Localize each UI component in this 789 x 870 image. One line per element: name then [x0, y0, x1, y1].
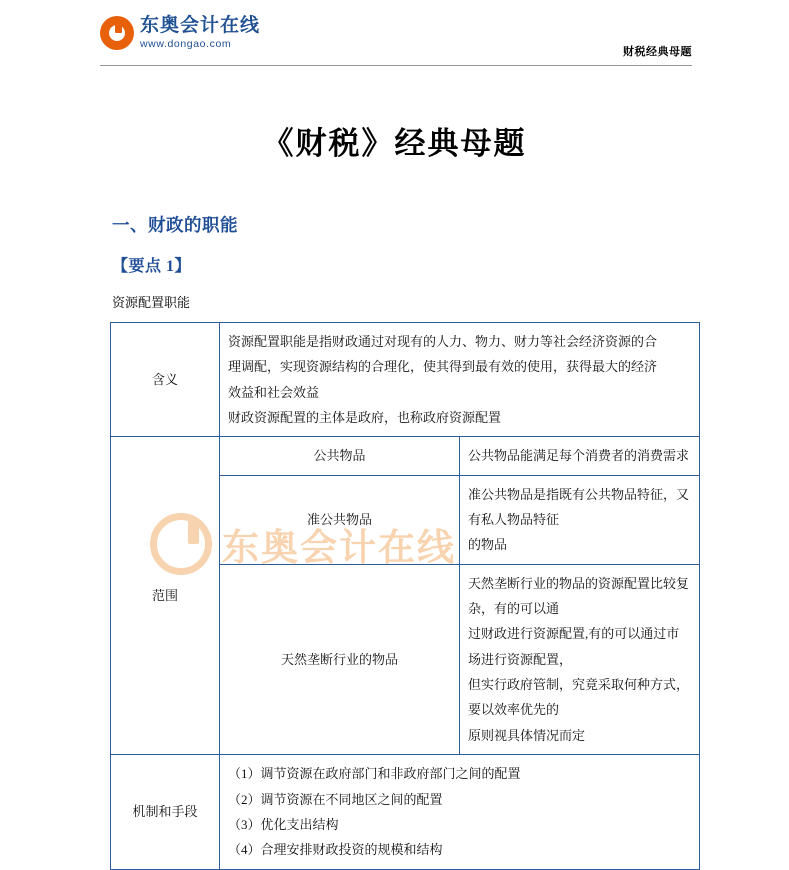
table-row	[111, 437, 700, 475]
page-title: 《财税》经典母题	[262, 126, 527, 161]
row-label-mechanism: 机制和手段	[111, 755, 220, 869]
text-line: （1）调节资源在政府部门和非政府部门之间的配置	[228, 766, 521, 782]
table-row	[111, 755, 700, 869]
sub-content-natural-monopoly-goods	[460, 564, 700, 754]
text-line: （2）调节资源在不同地区之间的配置	[228, 791, 443, 807]
sub-label-quasi-public-goods: 准公共物品	[220, 475, 460, 564]
text-line: （4）合理安排财政投资的规模和结构	[228, 842, 443, 858]
text-line: 理调配，实现资源结构的合理化，使其得到最有效的使用，获得最大的经济	[228, 359, 658, 375]
row-content-meaning	[220, 323, 700, 437]
brand-url: www.dongao.com	[140, 38, 232, 51]
lead-text: 资源配置职能	[112, 295, 191, 310]
text-line: 天然垄断行业的物品的资源配置比较复杂，有的可以通	[468, 575, 690, 617]
sub-content-public-goods	[460, 437, 700, 475]
dongao-logo-icon	[100, 16, 134, 50]
point-heading: 【要点 1】	[112, 258, 192, 275]
header-right-label: 财税经典母题	[623, 46, 692, 58]
sub-content-quasi-public-goods	[460, 475, 700, 564]
row-label-meaning: 含义	[111, 323, 220, 437]
table-row	[111, 323, 700, 437]
header-divider	[100, 65, 692, 66]
text-line: 原则视具体情况而定	[468, 727, 586, 743]
brand-logo-text	[140, 16, 260, 50]
text-line: 过财政进行资源配置,有的可以通过市场进行资源配置，	[468, 626, 680, 667]
text-line: 效益和社会效益	[228, 384, 320, 400]
brand-logo	[100, 16, 260, 50]
text-line: 但实行政府管制，究竟采取何种方式，要以效率优先的	[468, 677, 690, 718]
brand-name: 东奥会计在线	[140, 15, 261, 37]
row-content-mechanism	[220, 755, 700, 869]
text-line: 准公共物品是指既有公共物品特征，又有私人物品特征	[468, 486, 690, 528]
sub-label-natural-monopoly-goods: 天然垄断行业的物品	[220, 564, 460, 754]
content-table	[110, 322, 700, 870]
page-header	[100, 16, 692, 64]
text-line: 的物品	[468, 537, 508, 553]
text-line: 公共物品能满足每个消费者的消费需求	[468, 448, 690, 464]
text-line: 资源配置职能是指财政通过对现有的人力、物力、财力等社会经济资源的合	[228, 334, 658, 349]
sub-label-public-goods: 公共物品	[220, 437, 460, 475]
watermark-text: 东奥会计在线	[222, 527, 456, 568]
row-label-scope: 范围	[111, 437, 220, 755]
text-line: （3）优化支出结构	[228, 816, 339, 832]
text-line: 财政资源配置的主体是政府，也称政府资源配置	[228, 410, 502, 426]
section-heading: 一、财政的职能	[112, 215, 238, 235]
